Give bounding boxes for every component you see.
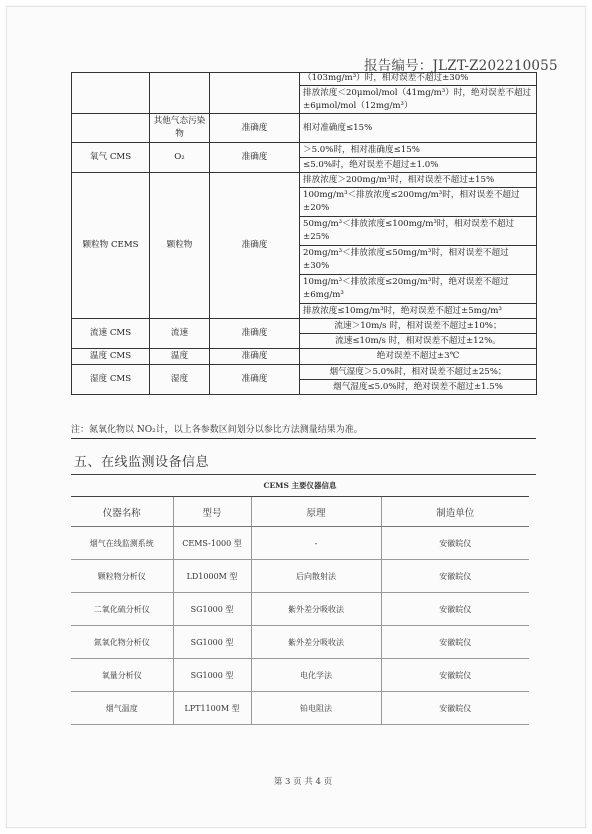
instrument-principle: - (251, 527, 381, 560)
instrument-manufacturer: 安徽皖仪 (381, 659, 529, 692)
criteria-cell: 绝对误差不超过±3℃ (300, 349, 537, 365)
instrument-model: LPT1100M 型 (173, 692, 251, 725)
table-row (71, 692, 529, 725)
table-row (71, 659, 529, 692)
param-cell: 湿度 (150, 365, 210, 395)
item-cell: 氧气 CMS (72, 143, 150, 173)
table-row (71, 593, 529, 626)
table-row (71, 560, 529, 593)
table-row (72, 114, 537, 143)
param-cell: 颗粒物 (150, 173, 210, 319)
indicator-cell: 准确度 (210, 143, 300, 173)
param-cell: O₂ (150, 143, 210, 173)
instrument-principle: 紫外差分吸收法 (251, 626, 381, 659)
criteria-cell: 相对准确度≤15% (300, 114, 537, 143)
table-row (72, 173, 537, 188)
note-rule (71, 438, 536, 439)
table-note: 注：氮氧化物以 NO₂计，以上各参数区间划分以参比方法测量结果为准。 (71, 425, 363, 435)
criteria-cell: ＞5.0%时，相对准确度≤15% (300, 143, 537, 158)
table-row (72, 143, 537, 158)
instrument-model: SG1000 型 (173, 593, 251, 626)
instrument-manufacturer: 安徽皖仪 (381, 527, 529, 560)
criteria-cell: 50mg/m³＜排放浓度≤100mg/m³时，相对误差不超过±25% (300, 217, 537, 246)
table-row (72, 72, 537, 86)
criteria-cell: 烟气湿度＞5.0%时，相对误差不超过±25%； (300, 365, 537, 380)
table-row (71, 527, 529, 560)
criteria-cell: 流速≤10m/s 时，相对误差不超过±12%。 (300, 334, 537, 349)
table-row (71, 626, 529, 659)
section-title: 五、在线监测设备信息 (74, 455, 210, 470)
report-number: 报告编号：JLZT-Z202210055 (364, 58, 558, 74)
param-cell: 温度 (150, 349, 210, 365)
item-cell: 颗粒物 CEMS (72, 173, 150, 319)
indicator-cell: 准确度 (210, 349, 300, 365)
item-cell: 湿度 CMS (72, 365, 150, 395)
criteria-cell: 流速＞10m/s 时，相对误差不超过±10%； (300, 319, 537, 334)
instrument-principle: 紫外差分吸收法 (251, 593, 381, 626)
instrument-principle: 后向散射法 (251, 560, 381, 593)
criteria-cell: 排放浓度≤10mg/m³时，绝对误差不超过±5mg/m³ (300, 304, 537, 319)
instrument-manufacturer: 安徽皖仪 (381, 560, 529, 593)
table-row (72, 319, 537, 334)
instrument-manufacturer: 安徽皖仪 (381, 593, 529, 626)
criteria-cell: 10mg/m³＜排放浓度≤20mg/m³时，绝对误差不超过±6mg/m³ (300, 275, 537, 304)
instrument-name: 烟气在线监测系统 (71, 527, 173, 560)
column-header: 制造单位 (381, 497, 529, 527)
page-number: 第 3 页 共 4 页 (273, 777, 333, 787)
table-header-row (71, 497, 529, 527)
instrument-model: SG1000 型 (173, 626, 251, 659)
instrument-name: 颗粒物分析仪 (71, 560, 173, 593)
criteria-cell: 20mg/m³＜排放浓度≤50mg/m³时，相对误差不超过±30% (300, 246, 537, 275)
table-row (72, 349, 537, 365)
item-cell: 温度 CMS (72, 349, 150, 365)
table-row (72, 365, 537, 380)
column-header: 原理 (251, 497, 381, 527)
column-header: 仪器名称 (71, 497, 173, 527)
instrument-model: LD1000M 型 (173, 560, 251, 593)
criteria-cell: 排放浓度＜20μmol/mol（41mg/m³）时，绝对误差不超过±6μmol/mol（12mg/m³） (300, 86, 537, 114)
param-cell: 流速 (150, 319, 210, 349)
instrument-name: 氮氧化物分析仪 (71, 626, 173, 659)
table-caption: CEMS 主要仪器信息 (71, 474, 529, 497)
item-cell: 流速 CMS (72, 319, 150, 349)
column-header: 型号 (173, 497, 251, 527)
indicator-cell: 准确度 (210, 173, 300, 319)
instrument-name: 氧量分析仪 (71, 659, 173, 692)
accuracy-criteria-table (71, 72, 537, 395)
criteria-cell: 烟气湿度≤5.0%时，绝对误差不超过±1.5% (300, 380, 537, 395)
indicator-cell: 准确度 (210, 114, 300, 143)
table-caption-row (71, 474, 529, 497)
criteria-cell: ≤5.0%时，绝对误差不超过±1.0% (300, 158, 537, 173)
criteria-cell: （103mg/m³）时，相对误差不超过±30% (300, 72, 537, 86)
instrument-name: 烟气温度 (71, 692, 173, 725)
instrument-manufacturer: 安徽皖仪 (381, 692, 529, 725)
equipment-info-table (71, 474, 529, 725)
instrument-principle: 铂电阻法 (251, 692, 381, 725)
instrument-principle: 电化学法 (251, 659, 381, 692)
instrument-manufacturer: 安徽皖仪 (381, 626, 529, 659)
instrument-model: CEMS-1000 型 (173, 527, 251, 560)
criteria-cell: 排放浓度＞200mg/m³时，相对误差不超过±15% (300, 173, 537, 188)
instrument-name: 二氧化硫分析仪 (71, 593, 173, 626)
indicator-cell: 准确度 (210, 319, 300, 349)
indicator-cell: 准确度 (210, 365, 300, 395)
document-page (6, 6, 586, 828)
param-cell: 其他气态污染物 (150, 114, 210, 143)
criteria-cell: 100mg/m³＜排放浓度≤200mg/m³时，相对误差不超过±20% (300, 188, 537, 217)
instrument-model: SG1000 型 (173, 659, 251, 692)
